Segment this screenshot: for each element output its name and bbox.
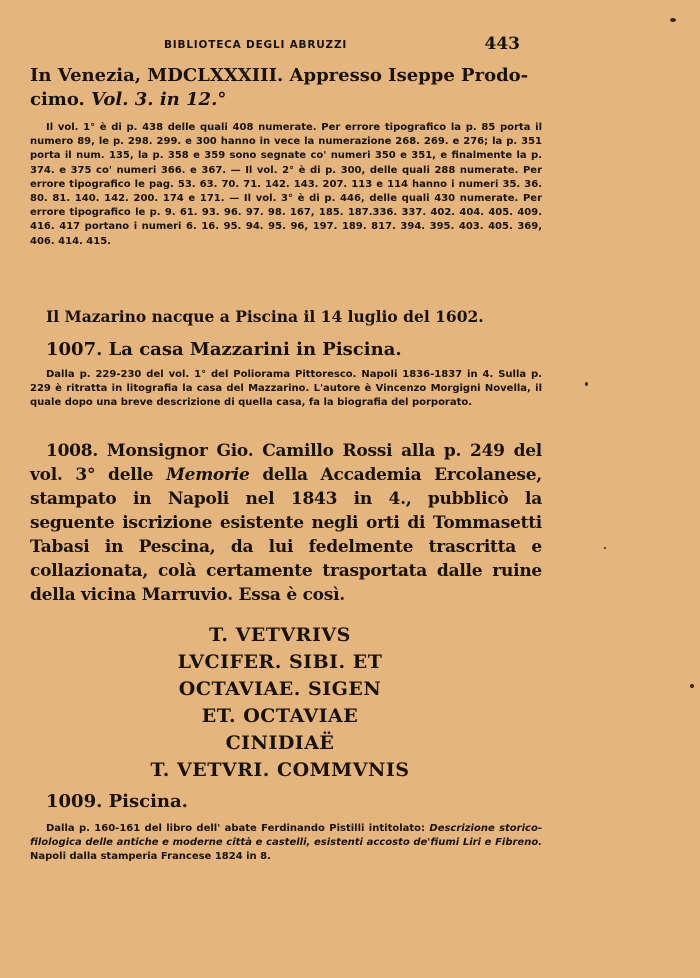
inscription-line: LVCIFER. SIBI. ET: [177, 651, 383, 673]
paper-speck: [604, 547, 606, 549]
entry-1008-text: 1008. Monsignor Gio. Camillo Rossi alla p. 249 del vol. 3° delle Memorie della Accademia Ercolanese, stampato in Napoli nel 1843 in 4., pubblicò la seguente iscrizione esistente negli orti di Tommasetti Tabasi in Pescina, da lui fedelmente trascritta e collazionata, colà certamente trasportata dalle ruine della vicina Marruvio. Essa è così.: [30, 441, 542, 605]
imprint-line-1: In Venezia, MDCLXXXIII. Appresso Iseppe Prodo-: [30, 65, 529, 86]
inscription-line: T. VETVRIVS: [209, 624, 351, 646]
inscription-line: CINIDIAË: [225, 732, 335, 754]
inscription-line: ET. OCTAVIAE: [201, 705, 359, 727]
entry-1009-heading: 1009. Piscina.: [46, 791, 188, 812]
entry-1007-heading: 1007. La casa Mazzarini in Piscina.: [46, 339, 402, 360]
memorie-title: Memorie: [166, 465, 250, 485]
paper-speck: [690, 684, 694, 688]
roman-inscription: [110, 622, 450, 784]
paper-speck: [585, 382, 588, 386]
running-title: BIBLIOTECA DEGLI ABRUZZI: [164, 39, 348, 51]
imprint-line-2: cimo. Vol. 3. in 12.°: [30, 89, 227, 110]
entry-1007-note: Dalla p. 229-230 del vol. 1° del Poliorama Pittoresco. Napoli 1836-1837 in 4. Sulla p. 229 è ritratta in litografia la casa del Mazzarino. L'autore è Vincenzo Morgigni Novella, il quale dopo una breve descrizione di quella casa, fa la biografia del porporato.: [30, 369, 542, 409]
volume-format: Vol. 3. in 12.°: [91, 89, 227, 110]
entry-1009-note: Dalla p. 160-161 del libro dell' abate Ferdinando Pistilli intitolato: Descrizione storico-filologica delle antiche e moderne città e castelli, esistenti accosto de'fiumi Liri e Fibreno. Napoli dalla stamperia Francese 1824 in 8.: [30, 823, 542, 863]
paper-speck: [670, 18, 676, 22]
entry-1006-closing: Il Mazarino nacque a Piscina il 14 luglio del 1602.: [46, 307, 484, 326]
entry-1006-imprint: [30, 64, 542, 112]
entry-1006-note: Il vol. 1° è di p. 438 delle quali 408 numerate. Per errore tipografico la p. 85 porta il numero 89, le p. 298. 299. e 300 hanno in vece la numerazione 268. 269. e 276; la p. 351 porta il num. 135, la p. 358 e 359 sono segnate co' numeri 350 e 351, e finalmente la p. 374. e 375 co' numeri 366. e 367. — Il vol. 2° è di p. 300, delle quali 288 numerate. Per errore tipografico le pag. 53. 63. 70. 71. 142. 143. 207. 113 e 114 hanno i numeri 35. 36. 80. 81. 140. 142. 200. 174 e 171. — Il vol. 3° è di p. 446, delle quali 430 numerate. Per errore tipografico le p. 9. 61. 93. 96. 97. 98. 167, 185. 187.336. 337. 402. 404. 405. 409. 416. 417 portano i numeri 6. 16. 95. 94. 95. 96, 197. 189. 817. 394. 395. 403. 405. 369, 406. 414. 415.: [30, 122, 542, 247]
inscription-line: T. VETVRI. COMMVNIS: [150, 759, 410, 781]
page-number: 443: [484, 34, 520, 54]
inscription-line: OCTAVIAE. SIGEN: [178, 678, 382, 700]
book-title: Descrizione storico-filologica delle antiche e moderne città e castelli, esistenti accosto de'fiumi Liri e Fibreno.: [30, 823, 542, 849]
running-header: [160, 34, 520, 56]
